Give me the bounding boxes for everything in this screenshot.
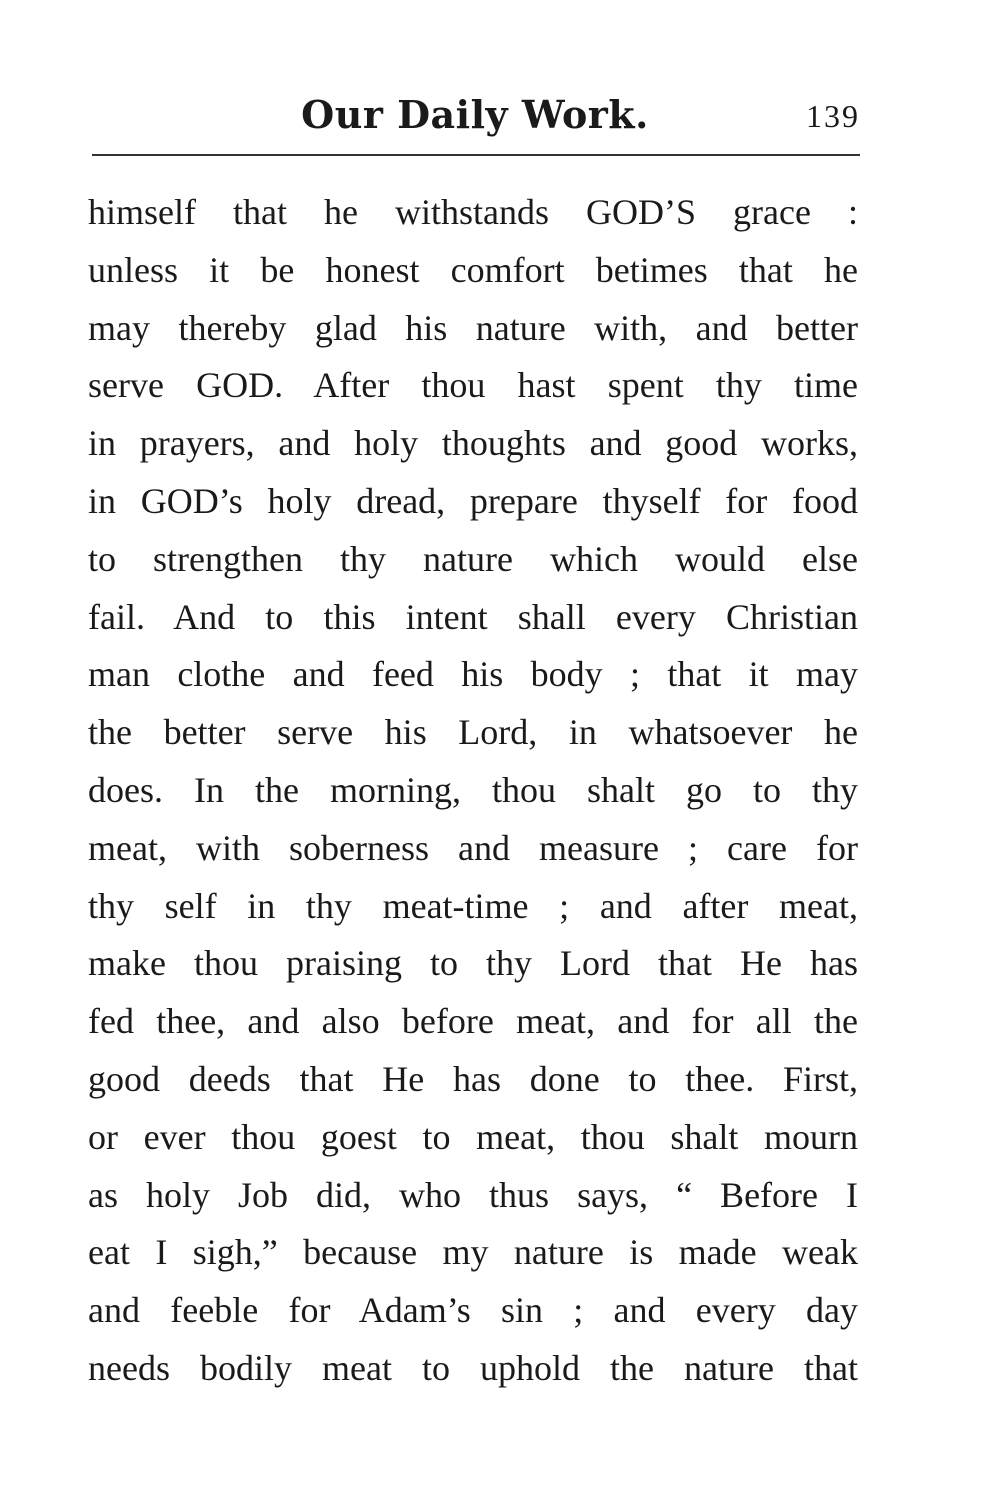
- text-line: thy self in thy meat-time ; and after meat,: [88, 885, 858, 926]
- text-line: and feeble for Adam’s sin ; and every day: [88, 1290, 858, 1331]
- text-line: fail. And to this intent shall every Christian: [88, 596, 858, 637]
- text-line: meat, with soberness and measure ; care for: [88, 827, 858, 868]
- running-head: [90, 92, 860, 148]
- text-line: in prayers, and holy thoughts and good works,: [88, 423, 858, 464]
- header-rule: [92, 154, 860, 156]
- text-line: or ever thou goest to meat, thou shalt mourn: [88, 1116, 858, 1157]
- text-line: serve GOD. After thou hast spent thy time: [88, 365, 858, 406]
- text-line: does. In the morning, thou shalt go to thy: [88, 769, 858, 810]
- text-line: in GOD’s holy dread, prepare thyself for food: [88, 480, 858, 521]
- text-line: himself that he withstands GOD’S grace :: [88, 192, 858, 232]
- text-line: to strengthen thy nature which would else: [88, 538, 858, 579]
- running-title: Our Daily Work.: [301, 92, 649, 137]
- text-line: may thereby glad his nature with, and better: [88, 307, 858, 348]
- text-line: as holy Job did, who thus says, “ Before I: [88, 1174, 858, 1215]
- text-line: the better serve his Lord, in whatsoever he: [88, 712, 858, 753]
- text-line: make thou praising to thy Lord that He has: [88, 943, 858, 984]
- text-line: man clothe and feed his body ; that it may: [88, 654, 858, 695]
- page-number: 139: [806, 98, 860, 134]
- text-line: unless it be honest comfort betimes that he: [88, 249, 858, 290]
- text-line: needs bodily meat to uphold the nature that: [88, 1347, 858, 1388]
- text-line: good deeds that He has done to thee. First,: [88, 1058, 858, 1099]
- text-line: eat I sigh,” because my nature is made weak: [88, 1232, 858, 1273]
- body-text: [88, 184, 858, 1398]
- text-line: fed thee, and also before meat, and for all the: [88, 1001, 858, 1042]
